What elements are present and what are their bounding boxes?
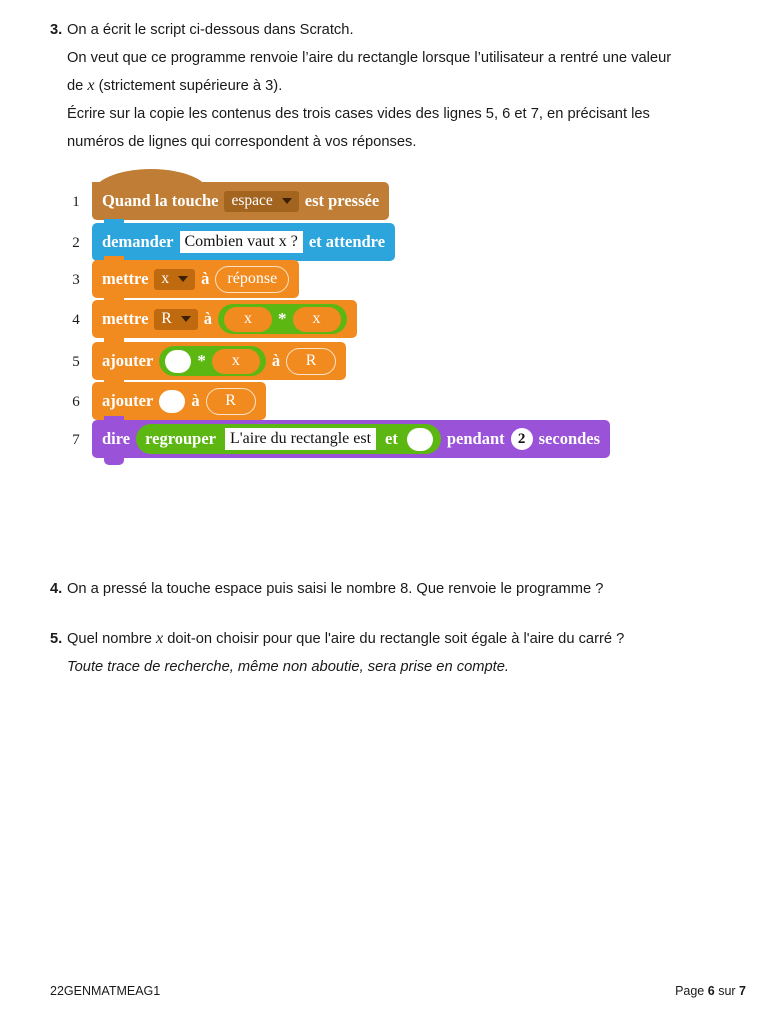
footer-page-total: 7 (739, 984, 746, 998)
block-label-et-attendre: et attendre (308, 232, 386, 251)
question-3-line-4 (67, 100, 750, 128)
scratch-script (66, 182, 686, 462)
footer-page-separator: sur (718, 984, 736, 998)
question-3-number: 3. (50, 22, 63, 38)
empty-slot-operand-6[interactable] (159, 390, 185, 413)
block-label-demander: demander (102, 232, 174, 251)
footer-reference: 22GENMATMEAG1 (50, 984, 161, 998)
block-label-est-pressee: est pressée (304, 191, 380, 210)
question-4-line (50, 575, 750, 603)
question-4-text: On a pressé la touche espace puis saisi le nombre 8. Que renvoie le programme ? (67, 581, 604, 597)
operator-multiply-5[interactable] (159, 346, 266, 376)
question-5-note (67, 653, 750, 681)
block-label-pendant: pendant (446, 429, 505, 448)
question-3-variable-x: x (87, 77, 95, 94)
block-ask-and-wait[interactable] (92, 223, 395, 261)
block-label-ajouter-6: ajouter (102, 391, 154, 410)
line-number-1: 1 (72, 194, 80, 210)
dropdown-variable-r[interactable] (154, 309, 197, 330)
chevron-down-icon (178, 276, 188, 282)
question-5-note-text: Toute trace de recherche, même non aboutie, sera prise en compte. (67, 659, 509, 675)
question-3-text-4: Écrire sur la copie les contenus des trois cases vides des lignes 5, 6 et 7, en précisant les (67, 106, 650, 122)
block-label-a-5: à (271, 351, 281, 370)
question-3-line-1 (50, 16, 750, 44)
dropdown-variable-x[interactable] (154, 269, 195, 290)
operator-multiply-4[interactable] (218, 304, 347, 334)
question-5-text-post: doit-on choisir pour que l'aire du rectangle soit égale à l'aire du carré ? (163, 631, 625, 647)
input-question-text[interactable]: Combien vaut x ? (180, 231, 303, 253)
footer-page-prefix: Page (675, 984, 705, 998)
operator-symbol-multiply: * (278, 309, 287, 328)
block-label-dire: dire (102, 429, 131, 448)
page-footer (50, 984, 746, 998)
empty-slot-join-right[interactable] (407, 428, 433, 451)
operator-label-et: et (385, 429, 398, 448)
operand-right-x[interactable]: x (293, 307, 341, 332)
block-label-quand-la-touche: Quand la touche (102, 191, 219, 210)
question-3-text-2: On veut que ce programme renvoie l’aire du rectangle lorsque l’utilisateur a rentré une valeur (67, 50, 672, 66)
block-change-r-by-empty[interactable] (92, 382, 266, 420)
block-label-mettre-3: mettre (102, 269, 149, 288)
line-number-6: 6 (72, 394, 80, 410)
chevron-down-icon (181, 316, 191, 322)
operator-join[interactable] (136, 424, 441, 454)
question-3-text-1: On a écrit le script ci-dessous dans Scratch. (67, 22, 354, 38)
question-3-text-3-pre: de (67, 78, 88, 94)
line-number-4: 4 (72, 312, 80, 328)
question-3-line-2 (67, 44, 750, 72)
block-label-ajouter-5: ajouter (102, 351, 154, 370)
dropdown-value-x: x (161, 269, 170, 287)
question-3-line-5 (67, 128, 750, 156)
operator-symbol-multiply: * (197, 351, 206, 370)
question-4-number: 4. (50, 581, 63, 597)
question-3-text-5: numéros de lignes qui correspondent à vos réponses. (67, 134, 417, 150)
question-5 (50, 625, 750, 681)
question-3 (50, 16, 750, 156)
question-5-number: 5. (50, 631, 63, 647)
footer-page-current: 6 (707, 984, 715, 998)
question-5-variable-x: x (156, 630, 164, 647)
block-label-secondes: secondes (538, 429, 601, 448)
operand-right-x-5[interactable]: x (212, 349, 260, 374)
block-say-for-seconds[interactable] (92, 420, 610, 458)
dropdown-value-espace: espace (231, 191, 273, 209)
question-5-text-pre: Quel nombre (67, 631, 156, 647)
empty-slot-operand-left-5[interactable] (165, 350, 191, 373)
block-label-a-6: à (191, 391, 200, 410)
block-set-x-to-answer[interactable] (92, 260, 299, 298)
chevron-down-icon (282, 198, 292, 204)
question-3-text-3-post: (strictement supérieure à 3). (94, 78, 283, 94)
block-label-a-4: à (203, 309, 212, 328)
question-4 (50, 575, 750, 603)
dropdown-key-select[interactable] (224, 191, 298, 212)
block-label-a-3: à (201, 269, 210, 288)
input-join-text[interactable]: L'aire du rectangle est (225, 428, 376, 450)
line-number-5: 5 (72, 354, 80, 370)
input-seconds[interactable]: 2 (511, 428, 533, 450)
block-change-r-by-product[interactable] (92, 342, 346, 380)
operator-label-regrouper: regrouper (145, 429, 216, 448)
reporter-r-5[interactable]: R (286, 348, 336, 375)
reporter-r-6[interactable]: R (206, 388, 256, 415)
question-5-line (50, 625, 750, 653)
operand-left-x[interactable]: x (224, 307, 272, 332)
line-number-2: 2 (72, 235, 80, 251)
block-set-r-to-product[interactable] (92, 300, 357, 338)
line-number-7: 7 (72, 432, 80, 448)
block-when-key-pressed[interactable] (92, 182, 389, 220)
line-number-3: 3 (72, 272, 80, 288)
dropdown-value-r: R (161, 309, 172, 327)
block-label-mettre-4: mettre (102, 309, 149, 328)
footer-pagination (675, 984, 746, 998)
question-3-line-3 (67, 72, 750, 100)
reporter-reponse[interactable]: réponse (215, 266, 289, 293)
